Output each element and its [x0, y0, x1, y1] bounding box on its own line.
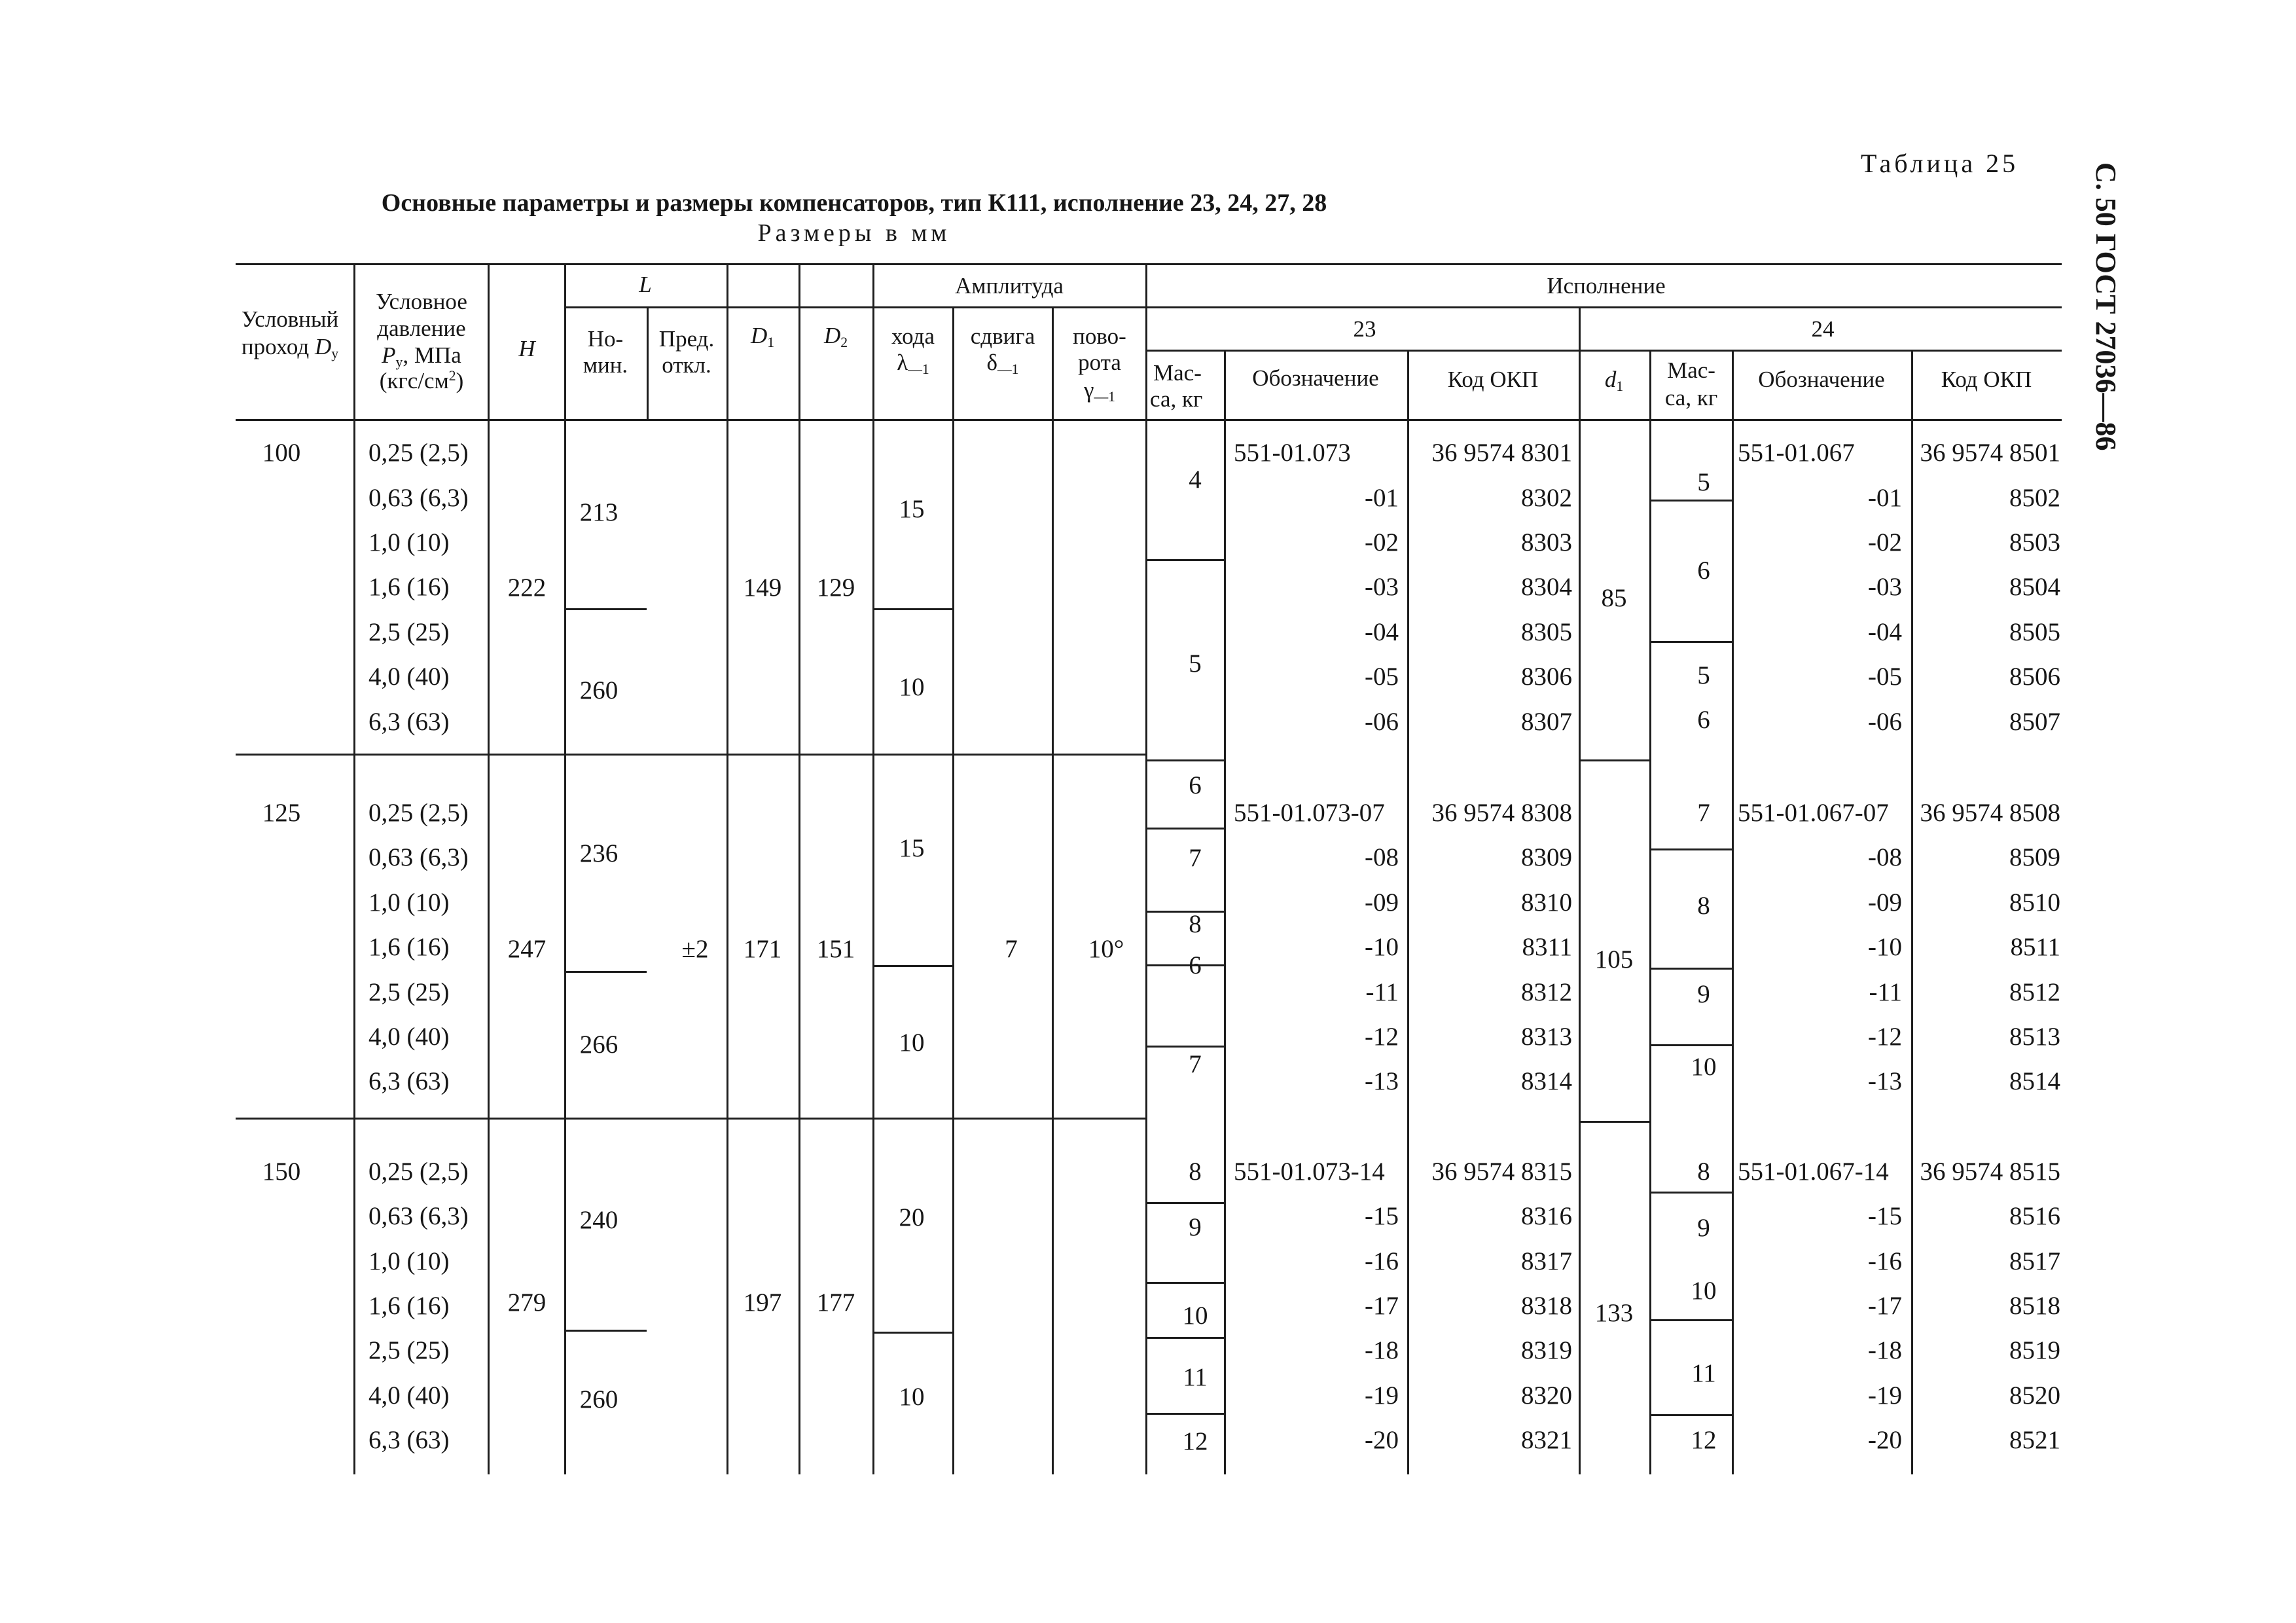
okp-24-value: 8506: [2009, 663, 2060, 691]
cell-rule: [1145, 1282, 1224, 1284]
mass-24-value: 6: [1697, 706, 1710, 734]
okp-24-value: 8507: [2009, 708, 2060, 736]
mass-24-value: 11: [1691, 1359, 1716, 1387]
pressure-value: 1,0 (10): [368, 888, 450, 917]
cell-rule: [1649, 1192, 1732, 1194]
cell-rule: [1649, 848, 1732, 850]
okp-23-value: 36 9574 8308: [1431, 799, 1572, 827]
okp-23-value: 36 9574 8301: [1431, 439, 1572, 467]
cell-rule: [872, 608, 952, 610]
group-rule: [1581, 1121, 1651, 1123]
designation-23-value: -08: [1365, 843, 1399, 871]
header-rule: [564, 306, 2062, 308]
pressure-value: 2,5 (25): [368, 1336, 450, 1364]
okp-24-value: 36 9574 8515: [1920, 1158, 2060, 1186]
okp-23-value: 8317: [1521, 1247, 1572, 1275]
pressure-value: 1,6 (16): [368, 573, 450, 601]
mass-23-value: 11: [1183, 1363, 1208, 1391]
designation-23-value: 551-01.073-14: [1234, 1158, 1385, 1186]
okp-23-value: 8302: [1521, 484, 1572, 512]
designation-23-value: -09: [1365, 888, 1399, 917]
okp-23-value: 8306: [1521, 663, 1572, 691]
table-top-rule: [236, 263, 2062, 265]
mass-24-value: 9: [1697, 980, 1710, 1008]
col-rule: [798, 263, 800, 1474]
mass-23-value: 6: [1189, 951, 1202, 979]
mass-23-header: са, кг: [1150, 386, 1203, 412]
col-rule: [1579, 306, 1581, 1474]
cell-rule: [872, 965, 952, 967]
length-nominal-value: 213: [579, 498, 619, 526]
cell-rule: [1145, 1337, 1224, 1339]
designation-24-header: Обозначение: [1758, 367, 1885, 392]
length-nominal-value: 260: [579, 1385, 619, 1413]
pressure-value: 0,25 (2,5): [368, 439, 469, 467]
amplitude-header: Амплитуда: [955, 273, 1064, 299]
height-value: 247: [507, 935, 547, 963]
col-rule: [952, 306, 954, 1474]
running-header: С. 50 ГОСТ 27036—86: [2090, 162, 2122, 451]
stroke-amplitude-value: 15: [899, 495, 925, 523]
designation-23-value: -04: [1365, 618, 1399, 646]
col-rule: [1407, 350, 1409, 1474]
cell-rule: [1649, 1319, 1732, 1321]
designation-23-value: -16: [1365, 1247, 1399, 1275]
okp-24-header: Код ОКП: [1941, 367, 2032, 392]
designation-23-value: -03: [1365, 573, 1399, 601]
page-title: Основные параметры и размеры компенсаторов, тип К111, исполнение 23, 24, 27, 28: [381, 189, 1327, 217]
rotation-header: $\gamma_{—1}$: [1084, 377, 1115, 405]
mass-24-header: са, кг: [1664, 385, 1718, 410]
cell-rule: [1649, 641, 1732, 643]
conditional-pass-value: 100: [262, 439, 301, 467]
designation-24-value: -02: [1868, 528, 1902, 556]
cell-rule: [1145, 1046, 1224, 1048]
pressure-value: 2,5 (25): [368, 618, 450, 646]
py-header: Условное: [376, 289, 467, 314]
cell-rule: [564, 1330, 647, 1332]
okp-24-value: 8516: [2009, 1202, 2060, 1230]
col-rule: [1649, 350, 1651, 1474]
okp-23-value: 36 9574 8315: [1431, 1158, 1572, 1186]
mass-24-header: Мас-: [1667, 357, 1715, 383]
cell-rule: [1145, 911, 1224, 913]
pressure-value: 0,63 (6,3): [368, 843, 469, 871]
shift-header: $\delta_{—1}$: [986, 350, 1019, 378]
designation-24-value: -20: [1868, 1426, 1902, 1454]
designation-23-value: -13: [1365, 1067, 1399, 1095]
designation-24-value: -10: [1868, 933, 1902, 961]
okp-24-value: 8514: [2009, 1067, 2060, 1095]
rotation-amplitude-value: 10°: [1088, 935, 1124, 963]
col-rule: [1145, 263, 1147, 1474]
stroke-amplitude-value: 10: [899, 1383, 925, 1411]
mass-24-value: 5: [1697, 661, 1710, 689]
cell-rule: [564, 971, 647, 973]
okp-24-value: 8518: [2009, 1292, 2060, 1320]
stroke-amplitude-value: 20: [899, 1203, 925, 1231]
stroke-header: $\lambda_{—1}$: [897, 350, 929, 378]
mass-23-value: 9: [1189, 1213, 1202, 1241]
mass-23-header: Мас-: [1153, 360, 1202, 386]
designation-23-value: -05: [1365, 663, 1399, 691]
col-rule: [1052, 306, 1054, 1474]
h-header: H: [518, 336, 535, 361]
col-rule: [1732, 350, 1734, 1474]
length-nominal-value: 260: [579, 676, 619, 704]
shift-header: сдвига: [970, 323, 1035, 349]
okp-23-value: 8313: [1521, 1023, 1572, 1051]
execution-23-header: 23: [1353, 316, 1376, 342]
diameter-d1-value: 149: [743, 574, 782, 602]
cell-rule: [1145, 1413, 1224, 1415]
okp-24-value: 8520: [2009, 1381, 2060, 1410]
l-header: L: [639, 272, 652, 297]
conditional-pass-value: 125: [262, 799, 301, 827]
pressure-value: 1,0 (10): [368, 1247, 450, 1275]
length-nominal-value: 266: [579, 1030, 619, 1059]
okp-23-value: 8318: [1521, 1292, 1572, 1320]
mass-24-value: 6: [1697, 556, 1710, 585]
diameter-d2-value: 151: [816, 935, 855, 963]
col-rule: [1911, 350, 1913, 1474]
rotation-header: рота: [1078, 350, 1121, 375]
designation-24-value: -03: [1868, 573, 1902, 601]
l-deviation-header: Пред.: [658, 326, 715, 352]
stroke-amplitude-value: 10: [899, 1029, 925, 1057]
designation-24-value: -08: [1868, 843, 1902, 871]
designation-23-value: -01: [1365, 484, 1399, 512]
length-tolerance-value: ±2: [681, 935, 709, 963]
l-nominal-header: мин.: [583, 352, 628, 378]
designation-24-value: -15: [1868, 1202, 1902, 1230]
py-header: $P_у$, МПа: [382, 342, 461, 371]
designation-23-value: -17: [1365, 1292, 1399, 1320]
okp-23-header: Код ОКП: [1447, 367, 1539, 392]
mass-24-value: 5: [1697, 468, 1710, 496]
okp-24-value: 36 9574 8501: [1920, 439, 2060, 467]
cell-rule: [1145, 759, 1224, 761]
designation-24-value: -12: [1868, 1023, 1902, 1051]
pressure-value: 0,25 (2,5): [368, 799, 469, 827]
designation-24-value: 551-01.067: [1738, 439, 1855, 467]
cell-rule: [872, 1332, 952, 1334]
designation-23-value: -20: [1365, 1426, 1399, 1454]
mass-24-value: 7: [1697, 799, 1710, 827]
col-rule: [353, 263, 355, 1474]
designation-24-value: -05: [1868, 663, 1902, 691]
designation-23-value: -10: [1365, 933, 1399, 961]
designation-24-value: -17: [1868, 1292, 1902, 1320]
diameter-d1-value: 171: [743, 935, 782, 963]
col-rule: [647, 306, 649, 419]
stroke-header: хода: [891, 323, 935, 349]
inner-diameter-value: 133: [1594, 1299, 1634, 1327]
designation-24-value: -19: [1868, 1381, 1902, 1410]
group-rule: [236, 754, 1147, 756]
okp-24-value: 8517: [2009, 1247, 2060, 1275]
pressure-value: 6,3 (63): [368, 1067, 450, 1095]
col-rule: [564, 263, 566, 1474]
okp-24-value: 8502: [2009, 484, 2060, 512]
designation-23-value: -06: [1365, 708, 1399, 736]
dy-header: проход $D_у$: [241, 334, 339, 362]
pressure-value: 0,63 (6,3): [368, 484, 469, 512]
okp-23-value: 8303: [1521, 528, 1572, 556]
mass-24-value: 8: [1697, 1158, 1710, 1186]
pressure-value: 4,0 (40): [368, 1023, 450, 1051]
height-value: 222: [507, 574, 547, 602]
okp-23-value: 8316: [1521, 1202, 1572, 1230]
py-header: $(кгс/см^2)$: [379, 368, 464, 393]
okp-23-value: 8309: [1521, 843, 1572, 871]
diameter-d2-value: 177: [816, 1288, 855, 1317]
stroke-amplitude-value: 10: [899, 673, 925, 701]
dy-header: Условный: [241, 306, 339, 332]
designation-23-header: Обозначение: [1252, 365, 1379, 391]
okp-24-value: 8504: [2009, 573, 2060, 601]
mass-24-value: 8: [1697, 892, 1710, 920]
mass-23-value: 7: [1189, 1050, 1202, 1078]
py-header: давление: [377, 316, 466, 341]
rotation-header: пово-: [1073, 323, 1126, 349]
designation-23-value: -02: [1365, 528, 1399, 556]
designation-23-value: 551-01.073-07: [1234, 799, 1385, 827]
diameter-d2-value: 129: [816, 574, 855, 602]
cell-rule: [1649, 1044, 1732, 1046]
mass-23-value: 6: [1189, 771, 1202, 799]
col-rule: [488, 263, 490, 1474]
mass-24-value: 12: [1691, 1426, 1717, 1454]
col-rule: [1224, 350, 1226, 1474]
pressure-value: 6,3 (63): [368, 1426, 450, 1454]
cell-rule: [1649, 500, 1732, 501]
mass-23-value: 10: [1182, 1302, 1208, 1330]
d1-small-header: $d_1$: [1604, 367, 1624, 395]
okp-24-value: 8521: [2009, 1426, 2060, 1454]
col-rule: [872, 263, 874, 1474]
designation-23-value: 551-01.073: [1234, 439, 1351, 467]
mass-24-value: 9: [1697, 1214, 1710, 1242]
d2-header: $D_2$: [823, 323, 848, 351]
pressure-value: 6,3 (63): [368, 708, 450, 736]
designation-24-value: 551-01.067-14: [1738, 1158, 1889, 1186]
cell-rule: [1145, 828, 1224, 830]
mass-23-value: 7: [1189, 844, 1202, 872]
pressure-value: 4,0 (40): [368, 663, 450, 691]
length-nominal-value: 240: [579, 1206, 619, 1234]
mass-23-value: 12: [1182, 1427, 1208, 1455]
designation-24-value: -01: [1868, 484, 1902, 512]
mass-23-value: 8: [1189, 1158, 1202, 1186]
execution-24-header: 24: [1811, 316, 1835, 342]
designation-24-value: -16: [1868, 1247, 1902, 1275]
cell-rule: [1145, 964, 1224, 966]
okp-24-value: 8511: [2010, 933, 2060, 961]
pressure-value: 0,63 (6,3): [368, 1202, 469, 1230]
d1-header: $D_1$: [750, 323, 775, 351]
mass-24-value: 10: [1691, 1277, 1717, 1305]
cell-rule: [1145, 1202, 1224, 1204]
l-deviation-header: откл.: [662, 352, 711, 378]
okp-23-value: 8321: [1521, 1426, 1572, 1454]
pressure-value: 2,5 (25): [368, 978, 450, 1006]
okp-24-value: 8510: [2009, 888, 2060, 917]
stroke-amplitude-value: 15: [899, 834, 925, 862]
okp-23-value: 8310: [1521, 888, 1572, 917]
col-rule: [726, 263, 728, 1474]
designation-23-value: -18: [1365, 1336, 1399, 1364]
length-nominal-value: 236: [579, 839, 619, 867]
execution-header: Исполнение: [1547, 273, 1666, 299]
okp-23-value: 8320: [1521, 1381, 1572, 1410]
okp-23-value: 8304: [1521, 573, 1572, 601]
cell-rule: [1649, 1414, 1732, 1416]
shift-amplitude-value: 7: [1005, 935, 1018, 963]
okp-23-value: 8314: [1521, 1067, 1572, 1095]
designation-23-value: -15: [1365, 1202, 1399, 1230]
pressure-value: 1,6 (16): [368, 1292, 450, 1320]
mass-23-value: 8: [1189, 910, 1202, 938]
group-rule: [236, 1118, 1147, 1120]
okp-24-value: 8519: [2009, 1336, 2060, 1364]
okp-23-value: 8307: [1521, 708, 1572, 736]
pressure-value: 1,0 (10): [368, 528, 450, 556]
pressure-value: 1,6 (16): [368, 933, 450, 961]
pressure-value: 0,25 (2,5): [368, 1158, 469, 1186]
okp-24-value: 8509: [2009, 843, 2060, 871]
designation-23-value: -12: [1365, 1023, 1399, 1051]
height-value: 279: [507, 1288, 547, 1317]
designation-23-value: -11: [1365, 978, 1399, 1006]
group-rule: [1581, 759, 1651, 761]
l-nominal-header: Но-: [587, 326, 624, 352]
designation-24-value: -13: [1868, 1067, 1902, 1095]
inner-diameter-value: 85: [1601, 584, 1627, 612]
designation-24-value: -06: [1868, 708, 1902, 736]
mass-23-value: 4: [1189, 465, 1202, 494]
okp-24-value: 36 9574 8508: [1920, 799, 2060, 827]
cell-rule: [1145, 559, 1224, 561]
okp-23-value: 8312: [1521, 978, 1572, 1006]
header-rule: [1145, 350, 2062, 352]
diameter-d1-value: 197: [743, 1288, 782, 1317]
table-caption: Таблица 25: [1861, 149, 2019, 178]
designation-24-value: 551-01.067-07: [1738, 799, 1889, 827]
okp-23-value: 8319: [1521, 1336, 1572, 1364]
cell-rule: [1649, 968, 1732, 970]
units-note: Размеры в мм: [757, 219, 951, 247]
pressure-value: 4,0 (40): [368, 1381, 450, 1410]
okp-23-value: 8305: [1521, 618, 1572, 646]
designation-23-value: -19: [1365, 1381, 1399, 1410]
okp-23-value: 8311: [1522, 933, 1572, 961]
okp-24-value: 8505: [2009, 618, 2060, 646]
designation-24-value: -18: [1868, 1336, 1902, 1364]
cell-rule: [564, 608, 647, 610]
okp-24-value: 8513: [2009, 1023, 2060, 1051]
mass-23-value: 5: [1189, 649, 1202, 678]
okp-24-value: 8503: [2009, 528, 2060, 556]
mass-24-value: 10: [1691, 1053, 1717, 1081]
designation-24-value: -09: [1868, 888, 1902, 917]
header-bottom-rule: [236, 419, 2062, 421]
conditional-pass-value: 150: [262, 1158, 301, 1186]
designation-24-value: -11: [1869, 978, 1902, 1006]
okp-24-value: 8512: [2009, 978, 2060, 1006]
inner-diameter-value: 105: [1594, 945, 1634, 974]
designation-24-value: -04: [1868, 618, 1902, 646]
